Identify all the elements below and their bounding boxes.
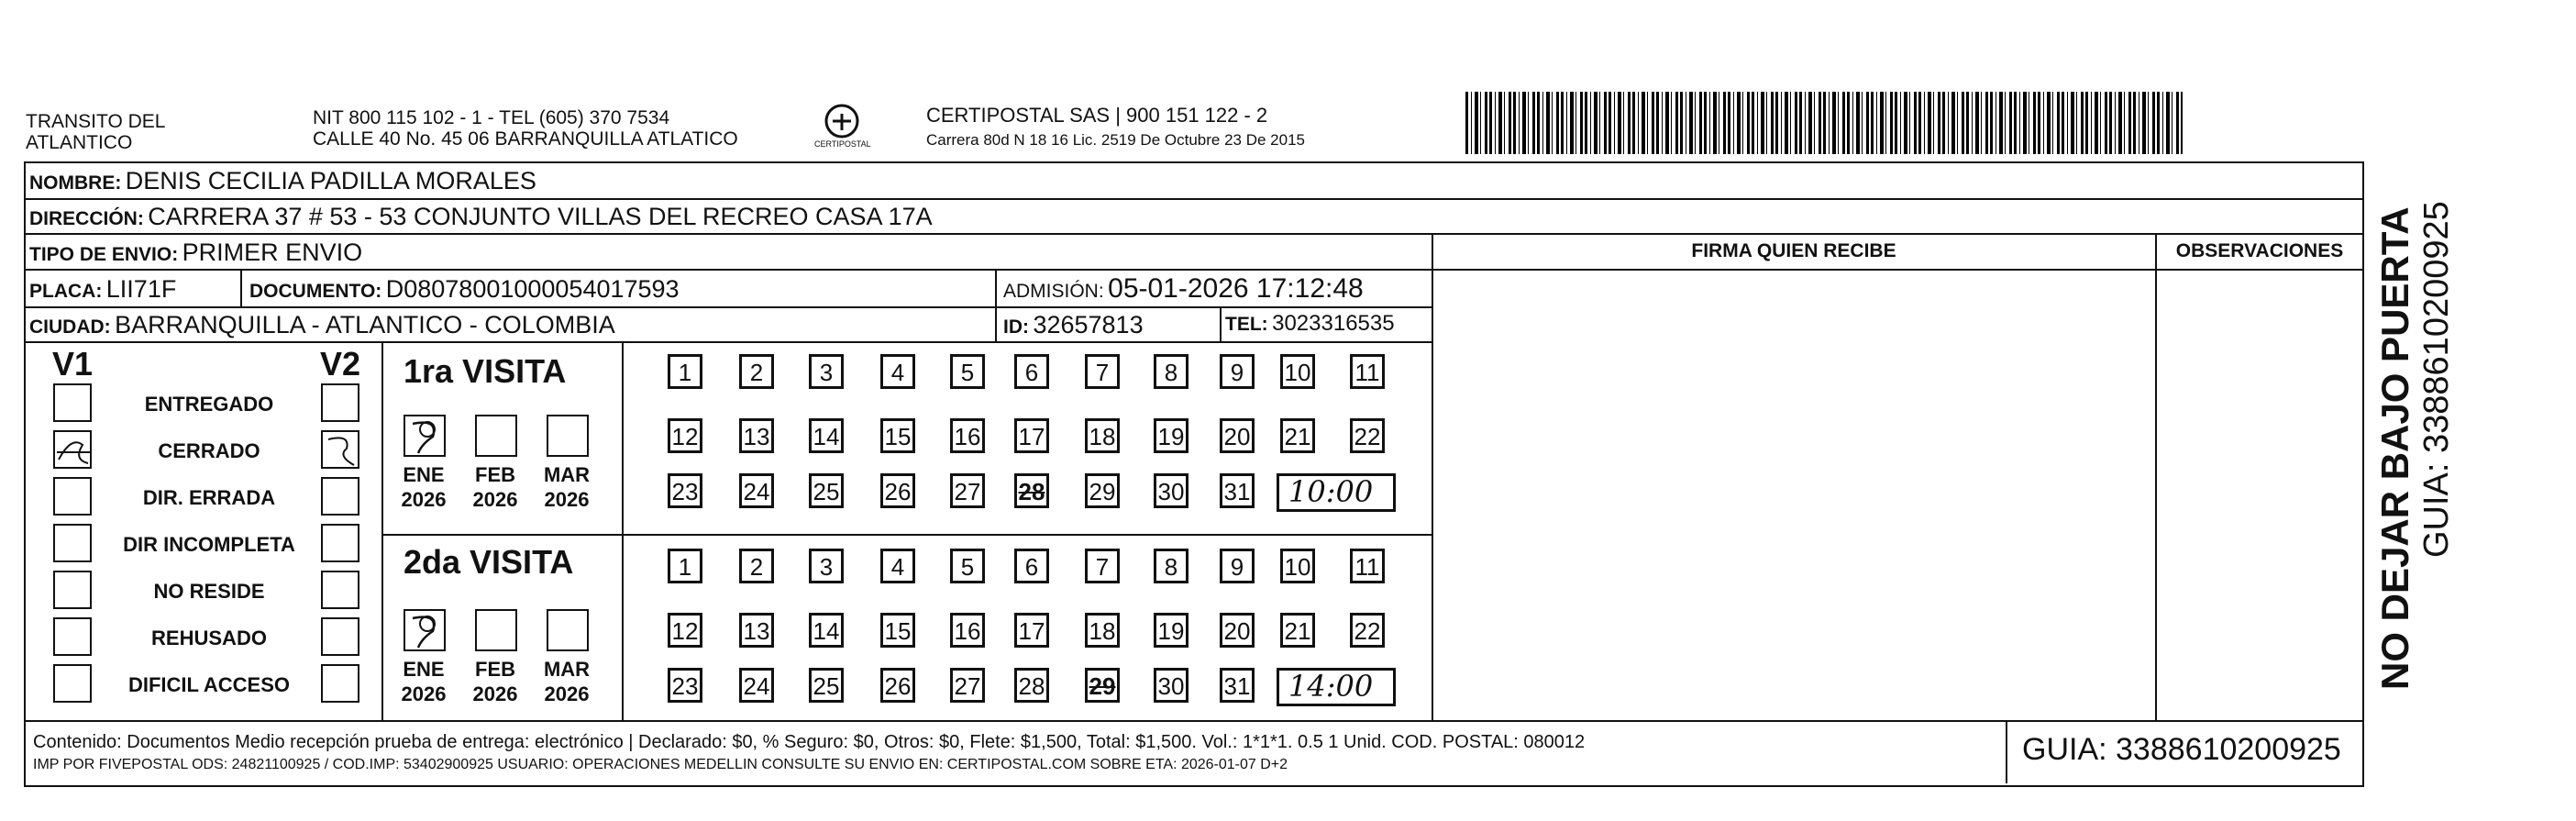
v2-checkbox[interactable] xyxy=(321,383,359,422)
admision-value: 05-01-2026 17:12:48 xyxy=(1108,273,1364,304)
day-box[interactable]: 15 xyxy=(880,418,915,453)
v2-checkbox[interactable] xyxy=(321,477,359,516)
day-box[interactable]: 11 xyxy=(1350,549,1385,583)
v1-checkbox[interactable] xyxy=(53,477,92,516)
visit-1-title: 1ra VISITA xyxy=(404,352,567,390)
month-name: FEB xyxy=(475,463,515,486)
day-box[interactable]: 17 xyxy=(1014,418,1049,453)
tipo-envio-value: PRIMER ENVIO xyxy=(182,239,363,266)
v1-checkbox[interactable] xyxy=(53,571,92,609)
placa-field xyxy=(29,275,176,304)
day-box[interactable]: 9 xyxy=(1220,549,1255,583)
day-box[interactable]: 7 xyxy=(1085,549,1120,583)
logo-text: CERTIPOSTAL xyxy=(814,139,871,149)
day-box[interactable]: 12 xyxy=(668,613,702,648)
day-box[interactable]: 13 xyxy=(739,418,774,453)
month-checkbox[interactable] xyxy=(404,609,446,651)
license-line: Carrera 80d N 18 16 Lic. 2519 De Octubre 23 De 2015 xyxy=(926,131,1305,149)
day-box[interactable]: 20 xyxy=(1220,613,1255,648)
day-box[interactable]: 27 xyxy=(950,668,985,703)
issuer-line-2: ATLANTICO xyxy=(26,132,133,153)
status-label: DIR. ERRADA xyxy=(142,486,276,509)
month-year: 2026 xyxy=(401,682,447,705)
company-info xyxy=(926,104,1305,150)
visit-time-box[interactable] xyxy=(1277,668,1396,706)
month-label xyxy=(396,657,451,706)
divider xyxy=(24,341,1432,343)
divider xyxy=(24,720,2362,722)
tipo-envio-row xyxy=(29,239,362,267)
month-checkbox[interactable] xyxy=(475,609,517,651)
day-box[interactable]: 1 xyxy=(668,549,702,583)
day-box[interactable]: 22 xyxy=(1350,613,1385,648)
day-box[interactable]: 24 xyxy=(739,473,774,508)
v1-label: V1 xyxy=(52,345,94,383)
visit-time: 14:00 xyxy=(1288,669,1374,704)
month-checkbox[interactable] xyxy=(547,609,589,651)
visit-time-box[interactable] xyxy=(1277,473,1396,512)
direccion-row xyxy=(29,203,933,231)
day-box[interactable]: 19 xyxy=(1154,418,1188,453)
admision-label: ADMISIÓN: xyxy=(1003,281,1104,302)
day-box[interactable]: 6 xyxy=(1014,354,1049,389)
day-box[interactable]: 25 xyxy=(809,668,844,703)
day-box[interactable]: 3 xyxy=(809,549,844,583)
day-box[interactable]: 26 xyxy=(880,668,915,703)
v2-checkbox[interactable] xyxy=(321,430,359,469)
day-box[interactable]: 20 xyxy=(1220,418,1255,453)
v1-checkbox[interactable] xyxy=(53,664,92,703)
v2-label: V2 xyxy=(320,345,361,383)
day-box[interactable]: 16 xyxy=(950,418,985,453)
visit-2-title: 2da VISITA xyxy=(404,543,574,581)
divider xyxy=(2155,233,2157,720)
tel-value: 3023316535 xyxy=(1272,311,1395,336)
day-box[interactable]: 5 xyxy=(950,354,985,389)
id-field xyxy=(1003,311,1144,339)
day-box[interactable]: 14 xyxy=(809,418,844,453)
divider xyxy=(381,341,383,720)
day-box[interactable]: 6 xyxy=(1014,549,1049,583)
status-label: DIR INCOMPLETA xyxy=(123,533,295,556)
day-box[interactable]: 22 xyxy=(1350,418,1385,453)
month-checkbox[interactable] xyxy=(547,415,589,457)
day-box[interactable]: 23 xyxy=(668,473,702,508)
month-label xyxy=(539,657,594,706)
day-box[interactable]: 16 xyxy=(950,613,985,648)
day-box[interactable]: 30 xyxy=(1154,668,1188,703)
month-year: 2026 xyxy=(544,682,590,705)
day-box[interactable]: 7 xyxy=(1085,354,1120,389)
v1-checkbox[interactable] xyxy=(53,617,92,656)
month-name: MAR xyxy=(543,463,591,486)
day-box[interactable]: 29 xyxy=(1085,668,1120,703)
divider xyxy=(24,233,2362,235)
month-year: 2026 xyxy=(472,488,518,511)
side-warning: NO DEJAR BAJO PUERTA xyxy=(2373,206,2416,690)
month-name: ENE xyxy=(403,463,445,486)
day-box[interactable]: 28 xyxy=(1014,668,1049,703)
day-box[interactable]: 2 xyxy=(739,354,774,389)
day-box[interactable]: 10 xyxy=(1280,549,1315,583)
day-box[interactable]: 13 xyxy=(739,613,774,648)
id-label: ID: xyxy=(1003,316,1029,338)
day-box[interactable]: 30 xyxy=(1154,473,1188,508)
day-box[interactable]: 19 xyxy=(1154,613,1188,648)
documento-field xyxy=(249,275,680,304)
day-box[interactable]: 10 xyxy=(1280,354,1315,389)
nombre-value: DENIS CECILIA PADILLA MORALES xyxy=(125,167,536,194)
documento-label: DOCUMENTO: xyxy=(249,281,382,302)
day-box[interactable]: 2 xyxy=(739,549,774,583)
issuer-contact xyxy=(313,107,738,150)
status-label: NO RESIDE xyxy=(153,580,265,603)
issuer-line-1: TRANSITO DEL xyxy=(26,111,166,132)
divider xyxy=(1432,269,2362,271)
divider xyxy=(24,269,1432,271)
nombre-label: NOMBRE: xyxy=(29,172,122,194)
day-box[interactable]: 17 xyxy=(1014,613,1049,648)
divider xyxy=(2006,720,2007,783)
month-name: FEB xyxy=(475,658,515,681)
ciudad-value: BARRANQUILLA - ATLANTICO - COLOMBIA xyxy=(115,311,615,338)
address-line: CALLE 40 No. 45 06 BARRANQUILLA ATLATICO xyxy=(313,128,738,150)
day-box[interactable]: 24 xyxy=(739,668,774,703)
day-box[interactable]: 27 xyxy=(950,473,985,508)
certipostal-logo xyxy=(814,103,869,154)
day-box[interactable]: 31 xyxy=(1220,668,1255,703)
observaciones-header: OBSERVACIONES xyxy=(2175,240,2344,261)
month-label xyxy=(468,462,523,512)
month-label xyxy=(396,462,451,512)
barcode xyxy=(1465,92,2183,154)
day-box[interactable]: 31 xyxy=(1220,473,1255,508)
placa-label: PLACA: xyxy=(29,281,103,302)
guia-box: GUIA: 3388610200925 xyxy=(2022,732,2341,767)
day-box[interactable]: 4 xyxy=(880,549,915,583)
divider xyxy=(240,269,242,306)
month-year: 2026 xyxy=(401,488,447,511)
day-box[interactable]: 21 xyxy=(1280,613,1315,648)
day-box[interactable]: 28 xyxy=(1014,473,1049,508)
placa-value: LII71F xyxy=(105,275,177,303)
status-label: REHUSADO xyxy=(151,627,267,649)
nombre-row xyxy=(29,167,536,195)
day-box[interactable]: 1 xyxy=(668,354,702,389)
nit-line: NIT 800 115 102 - 1 - TEL (605) 370 7534 xyxy=(313,107,670,128)
month-label xyxy=(539,462,594,512)
v1-checkbox[interactable] xyxy=(53,524,92,562)
issuer-name xyxy=(26,111,165,153)
direccion-label: DIRECCIÓN: xyxy=(29,208,144,229)
v1-checkbox[interactable] xyxy=(53,383,92,422)
ciudad-field xyxy=(29,311,615,339)
day-box[interactable]: 23 xyxy=(668,668,702,703)
v1-checkbox[interactable] xyxy=(53,430,92,469)
day-box[interactable]: 11 xyxy=(1350,354,1385,389)
day-box[interactable]: 9 xyxy=(1220,354,1255,389)
id-value: 32657813 xyxy=(1033,311,1144,338)
company-line: CERTIPOSTAL SAS | 900 151 122 - 2 xyxy=(926,104,1268,127)
tel-field xyxy=(1225,311,1395,337)
imp-line: IMP POR FIVEPOSTAL ODS: 24821100925 / COD.IMP: 53402900925 USUARIO: OPERACIONES MEDELLIN CONSULTE SU ENVIO EN: CERTIPOSTAL.COM SOBRE ETA: 2026-01-07 D+2 xyxy=(33,757,1288,772)
status-label: DIFICIL ACCESO xyxy=(127,673,290,696)
day-box[interactable]: 3 xyxy=(809,354,844,389)
tipo-envio-label: TIPO DE ENVIO: xyxy=(29,244,179,265)
content-line: Contenido: Documentos Medio recepción prueba de entrega: electrónico | Declarado: $0, % Seguro: $0, Otros: $0, Flete: $1,500, Total: $1,500. Vol.: 1*1*1. 0.5 1 Unid. COD. POSTAL: 080012 xyxy=(33,732,1586,752)
ciudad-label: CIUDAD: xyxy=(29,316,111,338)
documento-value: D08078001000054017593 xyxy=(385,275,680,303)
month-checkbox[interactable] xyxy=(404,415,446,457)
divider xyxy=(381,534,1432,536)
divider xyxy=(24,198,2362,200)
day-box[interactable]: 26 xyxy=(880,473,915,508)
day-box[interactable]: 4 xyxy=(880,354,915,389)
divider xyxy=(995,269,997,341)
day-box[interactable]: 18 xyxy=(1085,613,1120,648)
side-guia: GUIA: 3388610200925 xyxy=(2417,201,2456,558)
month-year: 2026 xyxy=(544,488,590,511)
day-box[interactable]: 18 xyxy=(1085,418,1120,453)
direccion-value: CARRERA 37 # 53 - 53 CONJUNTO VILLAS DEL RECREO CASA 17A xyxy=(148,203,933,230)
month-name: MAR xyxy=(543,658,591,681)
day-box[interactable]: 14 xyxy=(809,613,844,648)
v2-checkbox[interactable] xyxy=(321,571,359,609)
month-name: ENE xyxy=(403,658,445,681)
status-label: ENTREGADO xyxy=(144,393,274,416)
day-box[interactable]: 15 xyxy=(880,613,915,648)
day-box[interactable]: 5 xyxy=(950,549,985,583)
v2-checkbox[interactable] xyxy=(321,617,359,656)
day-box[interactable]: 25 xyxy=(809,473,844,508)
day-box[interactable]: 21 xyxy=(1280,418,1315,453)
admision-field xyxy=(1003,273,1364,305)
month-label xyxy=(468,657,523,706)
status-label: CERRADO xyxy=(158,439,260,462)
firma-header: FIRMA QUIEN RECIBE xyxy=(1691,240,1896,261)
day-box[interactable]: 8 xyxy=(1154,354,1188,389)
divider xyxy=(1432,233,1433,720)
month-checkbox[interactable] xyxy=(475,415,517,457)
v2-checkbox[interactable] xyxy=(321,664,359,703)
tel-label: TEL: xyxy=(1225,314,1268,335)
day-box[interactable]: 12 xyxy=(668,418,702,453)
month-year: 2026 xyxy=(472,682,518,705)
day-box[interactable]: 29 xyxy=(1085,473,1120,508)
visit-time: 10:00 xyxy=(1288,474,1374,509)
day-box[interactable]: 8 xyxy=(1154,549,1188,583)
divider xyxy=(1220,306,1222,341)
v2-checkbox[interactable] xyxy=(321,524,359,562)
divider xyxy=(622,341,624,720)
